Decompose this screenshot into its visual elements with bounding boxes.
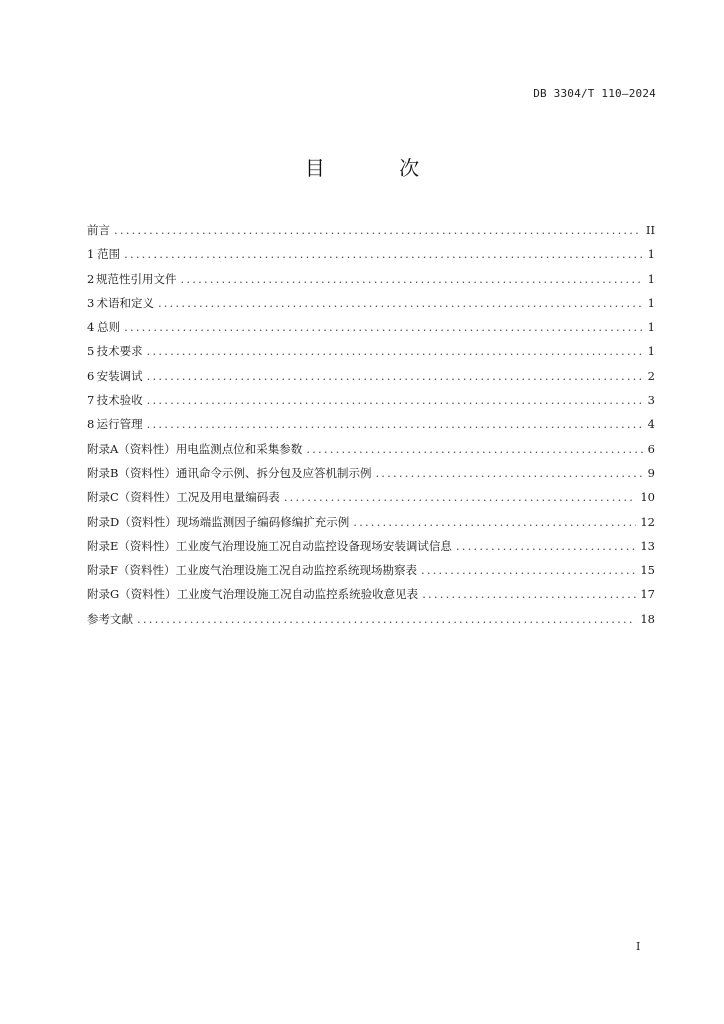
toc-entry-annex-f[interactable]: [87, 558, 655, 582]
toc-entry-page: 1: [647, 247, 655, 262]
dot-leader: [158, 291, 644, 315]
toc-entry-page: 13: [640, 538, 655, 553]
toc-entry-page: 10: [640, 490, 655, 505]
dot-leader: [147, 339, 644, 363]
toc-entry-annex-g[interactable]: [87, 582, 655, 606]
toc-entry-number: 7: [87, 393, 95, 408]
toc-entry-page: 12: [640, 514, 655, 529]
toc-entry-number: 3: [87, 295, 95, 310]
toc-entry-annex: 附录A（资料性）: [87, 441, 176, 456]
toc-entry-acceptance[interactable]: [87, 388, 655, 412]
toc-entry-label: 规范性引用文件: [96, 271, 177, 286]
toc-entry-label: 工业废气治理设施工况自动监控系统验收意见表: [176, 587, 419, 602]
toc-entry-annex-e[interactable]: [87, 534, 655, 558]
toc-entry-annex-b[interactable]: [87, 461, 655, 485]
toc-entry-number: 8: [87, 417, 95, 432]
toc-entry-general[interactable]: [87, 315, 655, 339]
dot-leader: [353, 510, 636, 534]
toc-entry-label: 前言: [87, 223, 110, 237]
dot-leader: [124, 242, 644, 266]
dot-leader: [306, 437, 643, 461]
toc-entry-page: II: [645, 223, 655, 237]
toc-entry-page: 6: [647, 441, 655, 456]
toc-entry-number: 2: [87, 271, 95, 286]
document-code: DB 3304/T 110—2024: [533, 87, 656, 100]
toc-entry-annex-c[interactable]: [87, 485, 655, 509]
toc-entry-label: 参考文献: [87, 611, 133, 626]
toc-entry-page: 1: [647, 271, 655, 286]
toc-entry-page: 1: [647, 295, 655, 310]
toc-entry-number: 4: [87, 320, 95, 335]
toc-entry-scope[interactable]: [87, 242, 655, 266]
dot-leader: [147, 364, 644, 388]
toc-entry-label: 术语和定义: [96, 295, 154, 310]
dot-leader: [181, 267, 644, 291]
toc-entry-page: 4: [647, 417, 655, 432]
dot-leader: [284, 485, 637, 509]
toc-entry-label: 安装调试: [96, 368, 143, 383]
toc-entry-installation[interactable]: [87, 364, 655, 388]
dot-leader: [456, 534, 636, 558]
toc-entry-page: 9: [647, 465, 655, 480]
toc-entry-annex: 附录D（资料性）: [87, 514, 177, 529]
dot-leader: [147, 412, 644, 436]
toc-entry-label: 工业废气治理设施工况自动监控系统现场勘察表: [175, 563, 417, 578]
toc-entry-technical-requirements[interactable]: [87, 339, 655, 363]
toc-entry-annex-a[interactable]: [87, 437, 655, 461]
toc-entry-annex-d[interactable]: [87, 510, 655, 534]
dot-leader: [375, 461, 643, 485]
toc-entry-label: 运行管理: [96, 417, 143, 432]
toc-entry-label: 技术验收: [96, 393, 143, 408]
dot-leader: [114, 218, 642, 242]
toc-entry-annex: 附录F（资料性）: [87, 563, 176, 578]
dot-leader: [137, 607, 636, 631]
dot-leader: [124, 315, 644, 339]
toc-entry-annex: 附录E（资料性）: [87, 538, 176, 553]
toc-entry-page: 17: [640, 587, 655, 602]
toc-entry-page: 2: [647, 368, 655, 383]
toc-entry-label: 工业废气治理设施工况自动监控设备现场安装调试信息: [175, 538, 452, 553]
toc-entry-terms-definitions[interactable]: [87, 291, 655, 315]
page-number: I: [636, 940, 641, 953]
toc-entry-label: 范围: [97, 247, 121, 262]
toc-entry-page: 1: [647, 320, 655, 335]
dot-leader: [422, 582, 636, 606]
toc-entry-annex: 附录C（资料性）: [87, 490, 177, 505]
toc-entry-label: 技术要求: [96, 344, 143, 359]
toc-entry-page: 3: [647, 393, 655, 408]
toc-entry-page: 18: [640, 611, 655, 626]
toc-entry-annex: 附录G（资料性）: [87, 587, 177, 602]
dot-leader: [421, 558, 636, 582]
toc-entry-bibliography[interactable]: [87, 607, 655, 631]
toc-entry-label: 工况及用电量编码表: [176, 490, 280, 505]
toc-entry-label: 总则: [97, 320, 121, 335]
toc-entry-page: 1: [647, 344, 655, 359]
toc-entry-label: 现场端监测因子编码修编扩充示例: [176, 514, 350, 529]
toc-entry-annex: 附录B（资料性）: [87, 465, 176, 480]
toc-entry-number: 5: [87, 344, 95, 359]
toc-title: 目 次: [304, 156, 454, 180]
dot-leader: [147, 388, 644, 412]
toc-entry-page: 15: [640, 563, 655, 578]
toc-entry-label: 通讯命令示例、拆分包及应答机制示例: [175, 465, 372, 480]
toc-entry-foreword[interactable]: [87, 218, 655, 242]
toc-entry-number: 6: [87, 368, 95, 383]
toc-entry-label: 用电监测点位和采集参数: [175, 441, 303, 456]
table-of-contents: [87, 218, 655, 631]
toc-entry-number: 1: [87, 247, 95, 262]
toc-entry-operation[interactable]: [87, 412, 655, 436]
toc-entry-normative-references[interactable]: [87, 267, 655, 291]
